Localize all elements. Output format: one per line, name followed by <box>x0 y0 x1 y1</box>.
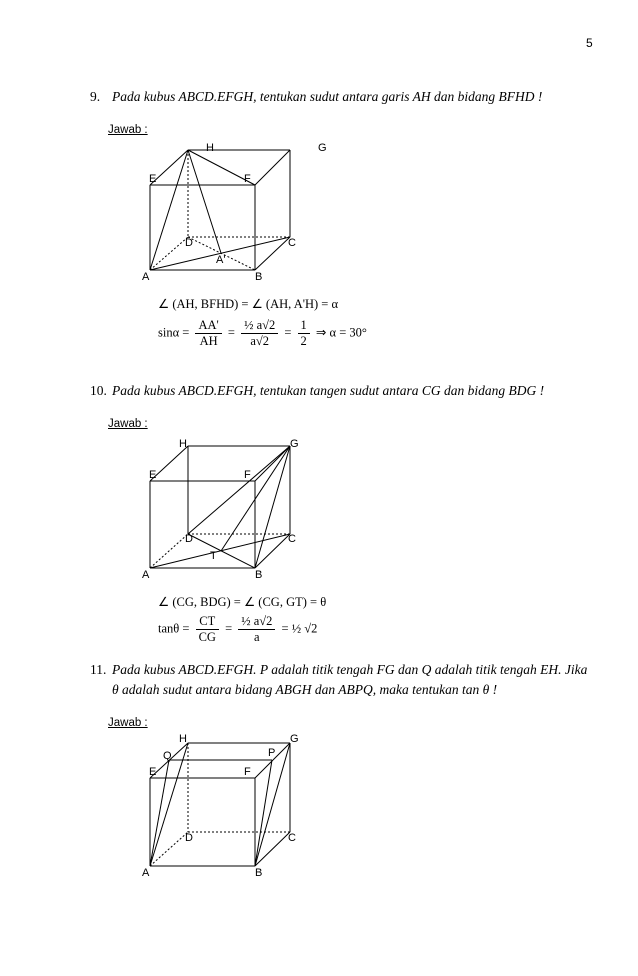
result: ⇒ α = 30° <box>315 325 367 340</box>
vertex-label-B: B <box>255 867 263 879</box>
answer-label: Jawab : <box>108 717 148 729</box>
point-label-P: P <box>268 747 276 759</box>
vertex-label-H: H <box>179 733 187 745</box>
fraction: $\frac{1}{2}$ <box>298 318 310 349</box>
vertex-label-F: F <box>244 173 251 185</box>
tangent-calculation: tanθ = $\frac{CT}{CG}$ = $\frac{\text{½ a√2}}{a}$ = ½ √2 <box>158 614 318 644</box>
vertex-label-A: A <box>142 569 150 581</box>
page-number: 5 <box>586 36 593 50</box>
vertex-label-H: H <box>179 438 187 450</box>
answer-label: Jawab : <box>108 124 148 136</box>
vertex-label-A: A <box>142 271 150 283</box>
vertex-label-C: C <box>288 237 296 249</box>
vertex-label-B: B <box>255 569 263 581</box>
tangent-lhs: tanθ = <box>158 621 190 636</box>
vertex-label-G: G <box>318 142 327 154</box>
vertex-label-F: F <box>244 469 251 481</box>
vertex-label-H: H <box>206 142 214 154</box>
vertex-label-E: E <box>149 173 157 185</box>
angle-equation: ∠ (AH, BFHD) = ∠ (AH, A'H) = α <box>158 297 339 311</box>
question-number: 9. <box>90 89 101 104</box>
vertex-label-E: E <box>149 469 157 481</box>
fraction: $\frac{\text{½ a√2}}{a√2}$ <box>241 318 278 349</box>
point-label-T: T <box>210 550 217 562</box>
vertex-label-D: D <box>185 832 193 844</box>
sine-calculation: sinα = $\frac{AA'}{AH}$ = $\frac{\text{½ a√2}}{a√2}$ = $\frac{1}{2}$ ⇒ α = 30° <box>158 318 367 348</box>
vertex-label-F: F <box>244 766 251 778</box>
sine-lhs: sinα = <box>158 325 190 340</box>
fraction: $\frac{AA'}{AH}$ <box>195 318 221 349</box>
angle-equation: ∠ (CG, BDG) = ∠ (CG, GT) = θ <box>158 595 327 609</box>
vertex-label-G: G <box>290 733 299 745</box>
vertex-label-D: D <box>185 533 193 545</box>
vertex-label-B: B <box>255 271 263 283</box>
vertex-label-G: G <box>290 438 299 450</box>
vertex-label-D: D <box>185 237 193 249</box>
vertex-label-C: C <box>288 832 296 844</box>
question-number: 10. <box>90 383 107 398</box>
point-label-A1: A' <box>216 254 226 266</box>
answer-label: Jawab : <box>108 418 148 430</box>
point-label-Q: Q <box>163 750 172 762</box>
question-text-line2: θ adalah sudut antara bidang ABGH dan ABPQ, maka tentukan tan θ ! <box>112 682 498 697</box>
question-text: Pada kubus ABCD.EFGH, tentukan sudut antara garis AH dan bidang BFHD ! <box>112 89 543 104</box>
result: = ½ √2 <box>281 621 318 636</box>
fraction: $\frac{CT}{CG}$ <box>196 614 219 645</box>
vertex-label-E: E <box>149 766 157 778</box>
question-text-line1: Pada kubus ABCD.EFGH. P adalah titik tengah FG dan Q adalah titik tengah EH. Jika <box>112 662 588 677</box>
fraction: $\frac{\text{½ a√2}}{a}$ <box>238 614 275 645</box>
question-text: Pada kubus ABCD.EFGH, tentukan tangen sudut antara CG dan bidang BDG ! <box>112 383 545 398</box>
vertex-label-A: A <box>142 867 150 879</box>
question-number: 11. <box>90 662 107 677</box>
vertex-label-C: C <box>288 533 296 545</box>
